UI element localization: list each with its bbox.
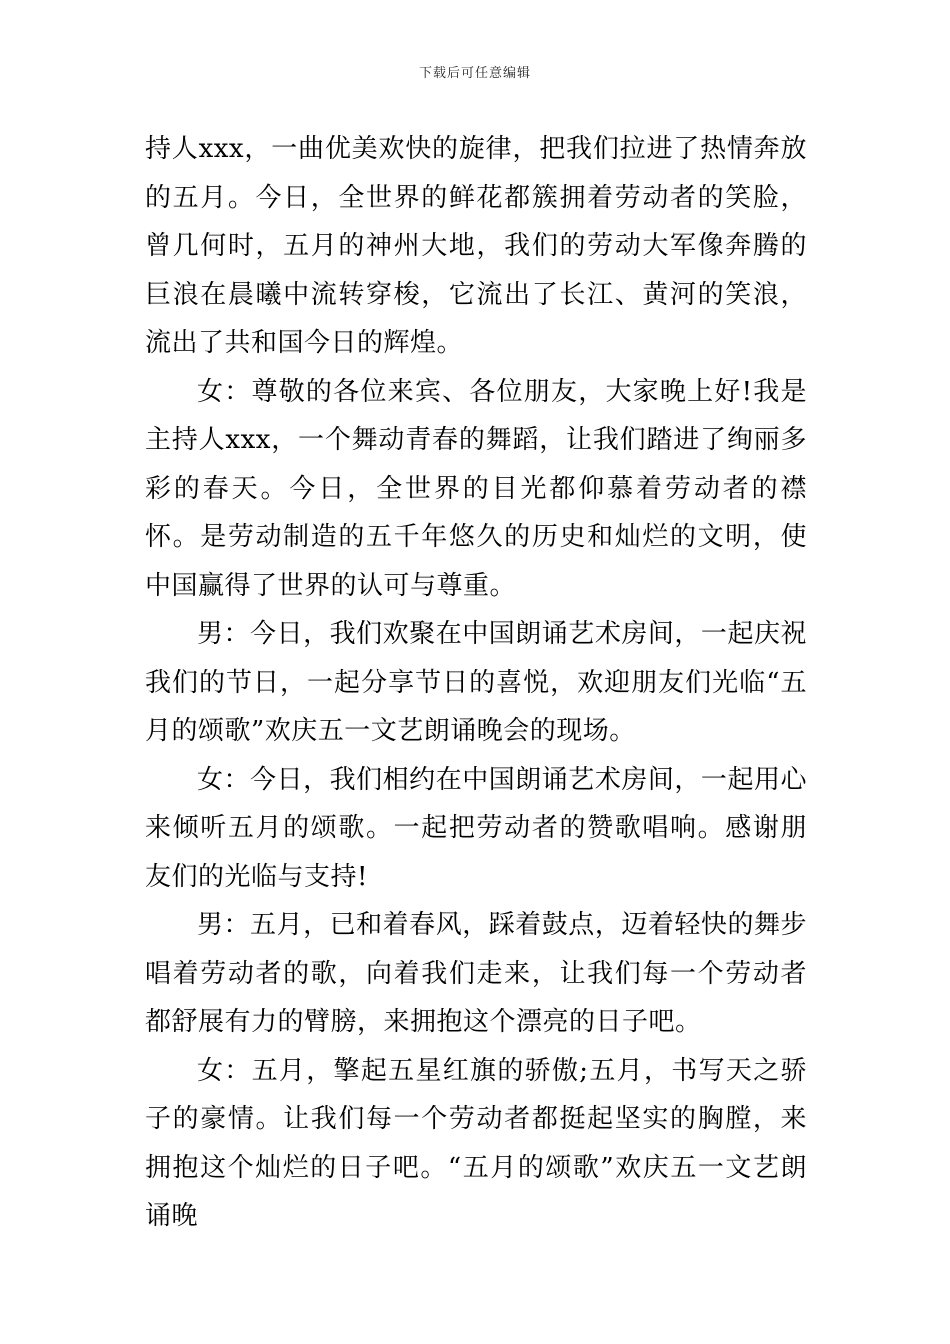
document-body xyxy=(145,125,807,1241)
paragraph-continuation: 持人xxx，一曲优美欢快的旋律，把我们拉进了热情奔放的五月。今日，全世界的鲜花都簇拥着劳动者的笑脸，曾几何时，五月的神州大地，我们的劳动大军像奔腾的巨浪在晨曦中流转穿梭，它流出了长江、黄河的笑浪，流出了共和国今日的辉煌。 xyxy=(145,134,807,358)
paragraph-male-host-welcome: 男：今日，我们欢聚在中国朗诵艺术房间，一起庆祝我们的节日，一起分享节日的喜悦，欢迎朋友们光临“五月的颂歌”欢庆五一文艺朗诵晚会的现场。 xyxy=(145,619,807,746)
paragraph-female-host-may: 女：五月，擎起五星红旗的骄傲;五月，书写天之骄子的豪情。让我们每一个劳动者都挺起坚实的胸膛，来拥抱这个灿烂的日子吧。“五月的颂歌”欢庆五一文艺朗诵晚 xyxy=(145,1055,807,1231)
paragraph-female-host-greeting: 女：尊敬的各位来宾、各位朋友，大家晚上好!我是主持人xxx，一个舞动青春的舞蹈，让我们踏进了绚丽多彩的春天。今日，全世界的目光都仰慕着劳动者的襟怀。是劳动制造的五千年悠久的历史和灿烂的文明，使中国赢得了世界的认可与尊重。 xyxy=(145,376,807,601)
paragraph-male-host-may: 男：五月，已和着春风，踩着鼓点，迈着轻快的舞步唱着劳动者的歌，向着我们走来，让我们每一个劳动者都舒展有力的臂膀，来拥抱这个漂亮的日子吧。 xyxy=(145,910,807,1037)
paragraph-female-host-thanks: 女：今日，我们相约在中国朗诵艺术房间，一起用心来倾听五月的颂歌。一起把劳动者的赞歌唱响。感谢朋友们的光临与支持! xyxy=(145,764,807,892)
header-note: 下载后可任意编辑 xyxy=(418,66,531,81)
